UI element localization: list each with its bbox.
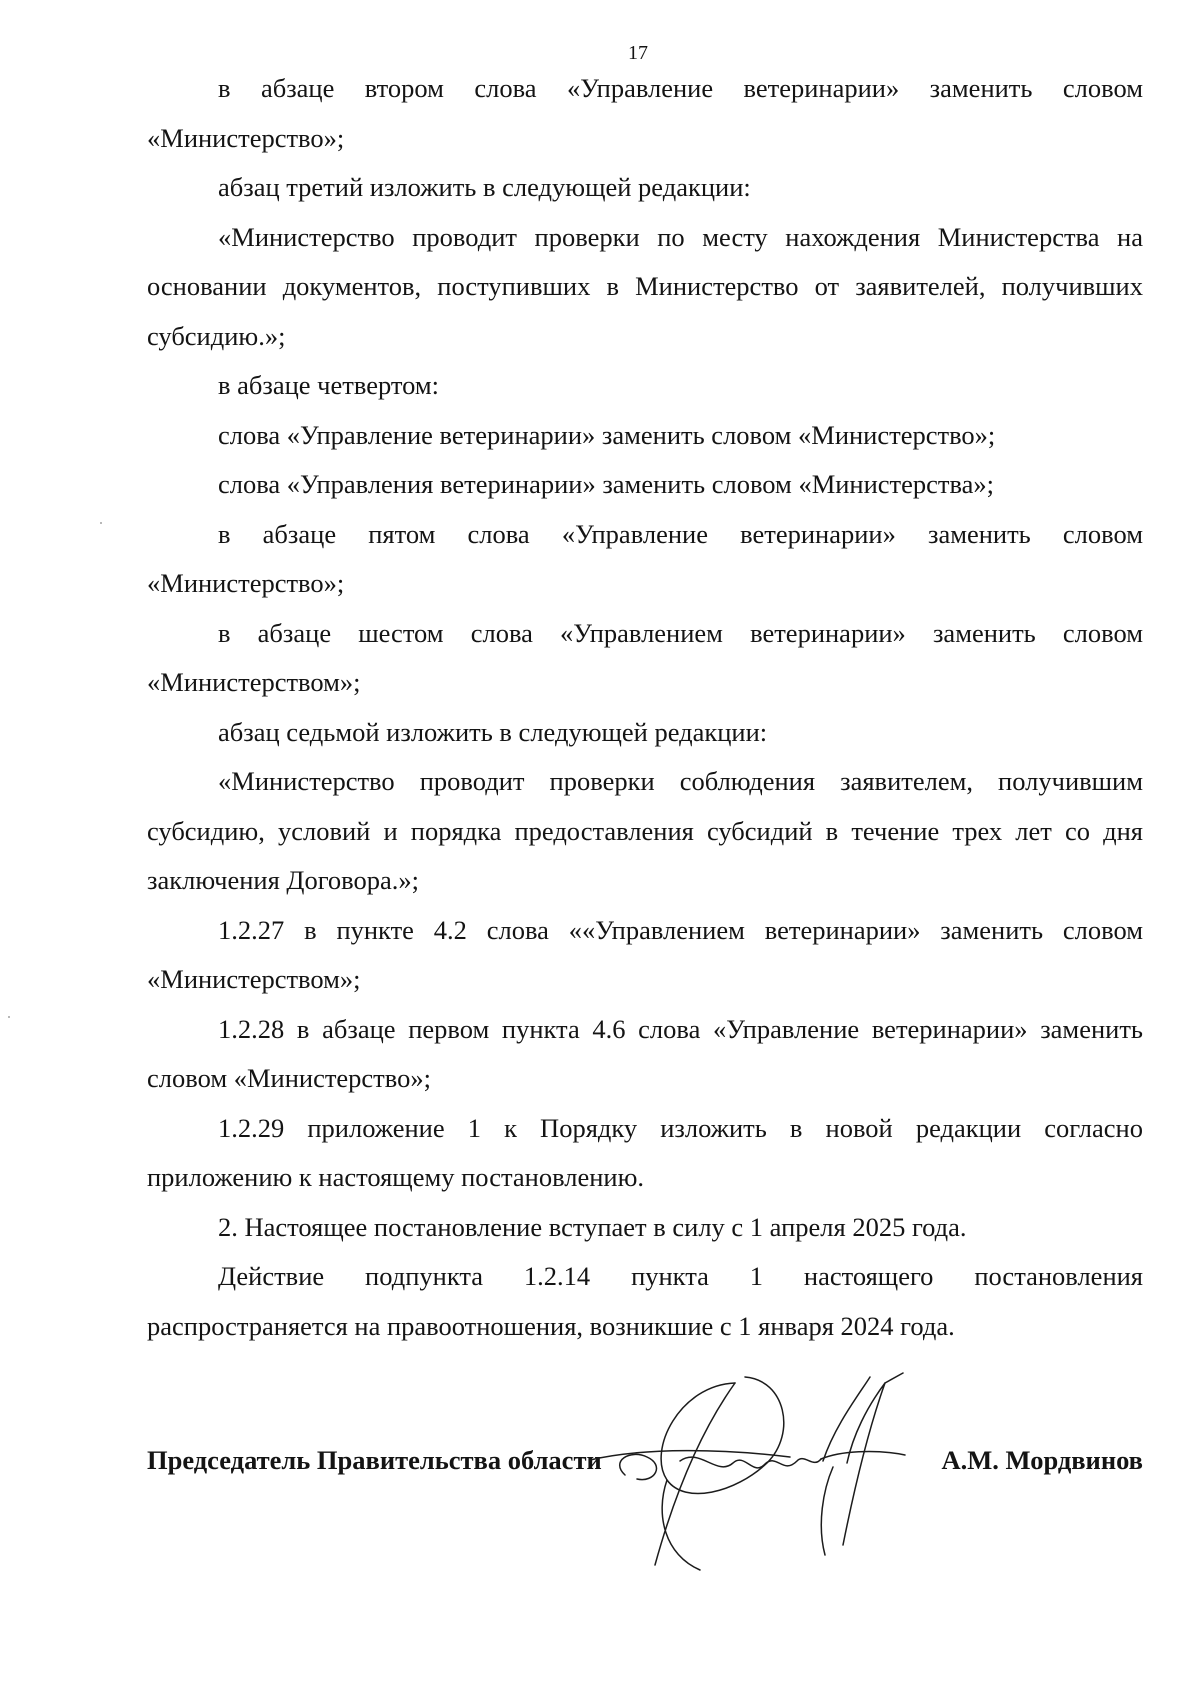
- paragraph-2: абзац третий изложить в следующей редакции:: [218, 172, 751, 202]
- paragraph-10: «Министерство проводит проверки соблюдения заявителем, получившим субсидию, условий и порядка предоставления субсидий в течение трех лет со дня заключения Договора.»;: [147, 766, 1143, 895]
- paragraph-9: абзац седьмой изложить в следующей редакции:: [218, 716, 768, 747]
- paragraph-13: 1.2.29 приложение 1 к Порядку изложить в новой редакции согласно приложению к настоящему постановлению.: [147, 1112, 1143, 1192]
- paragraph-5: слова «Управление ветеринарии» заменить словом «Министерство»;: [218, 419, 996, 450]
- paragraph-6: слова «Управления ветеринарии» заменить словом «Министерства»;: [218, 469, 995, 499]
- page-number: 17: [628, 42, 648, 64]
- handwritten-signature: [585, 1365, 925, 1580]
- paragraph-3: «Министерство проводит проверки по месту нахождения Министерства на основании документов, поступивших в Министерство от заявителей, получивших субсидию.»;: [147, 221, 1143, 351]
- scan-speck: [100, 522, 102, 524]
- paragraph-4: в абзаце четвертом:: [218, 370, 439, 400]
- document-body: [147, 64, 1143, 1351]
- paragraph-7: в абзаце пятом слова «Управление ветеринарии» заменить словом «Министерство»;: [147, 518, 1143, 598]
- scan-speck: [8, 1016, 10, 1018]
- signatory-name: А.М. Мордвинов: [941, 1445, 1143, 1475]
- paragraph-11: 1.2.27 в пункте 4.2 слова ««Управлением ветеринарии» заменить словом «Министерством»;: [147, 914, 1143, 994]
- paragraph-15: Действие подпункта 1.2.14 пункта 1 настоящего постановления распространяется на правоотношения, возникшие с 1 января 2024 года.: [147, 1261, 1143, 1341]
- paragraph-14: 2. Настоящее постановление вступает в силу с 1 апреля 2025 года.: [218, 1211, 967, 1242]
- signatory-position: Председатель Правительства области: [147, 1445, 602, 1475]
- paragraph-1: в абзаце втором слова «Управление ветеринарии» заменить словом «Министерство»;: [147, 73, 1143, 153]
- paragraph-12: 1.2.28 в абзаце первом пункта 4.6 слова «Управление ветеринарии» заменить словом «Министерство»;: [147, 1013, 1143, 1093]
- paragraph-8: в абзаце шестом слова «Управлением ветеринарии» заменить словом «Министерством»;: [147, 617, 1143, 697]
